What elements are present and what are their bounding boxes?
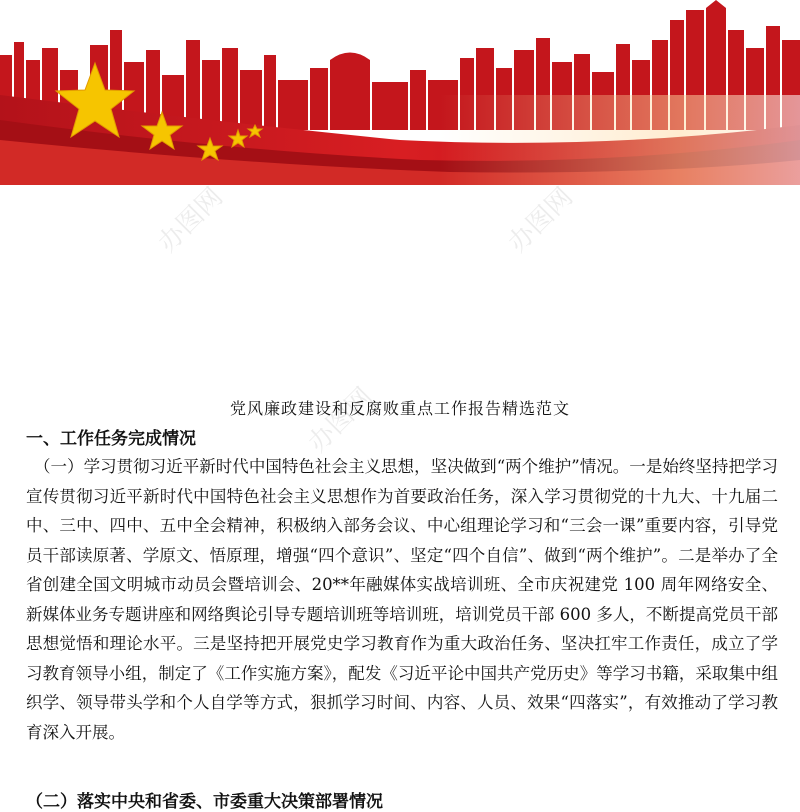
watermark: 办图网 (152, 182, 229, 259)
section-heading: 一、工作任务完成情况 (26, 429, 196, 449)
body-paragraph: （一）学习贯彻习近平新时代中国特色社会主义思想，坚决做到“两个维护”情况。一是始终坚持把学习宣传贯彻习近平新时代中国特色社会主义思想作为首要政治任务，深入学习贯彻党的十九大、十九届二中、三中、四中、五中全会精神，积极纳入部务会议、中心组理论学习和“三会一课”重要内容，引导党员干部读原著、学原文、悟原理，增强“四个意识”、坚定“四个自信”、做到“两个维护”。二是举办了全省创建全国文明城市动员会暨培训会、20**年融媒体实战培训班、全市庆祝建党 100 周年网络安全、新媒体业务专题讲座和网络舆论引导专题培训班等培训班，培训党员干部 600 多人，不断提高党员干部思想觉悟和理论水平。三是坚持把开展党史学习教育作为重大政治任务、坚决扛牢工作责任，成立了学习教育领导小组，制定了《工作实施方案》，配发《习近平论中国共产党历史》等学习书籍，采取集中组织学、领导带头学和个人自学等方式，狠抓学习时间、内容、人员、效果“四落实”，有效推动了学习教育深入开展。 (26, 457, 778, 742)
watermark: 办图网 (502, 182, 579, 259)
header-banner (0, 0, 800, 185)
document-title: 党风廉政建设和反腐败重点工作报告精选范文 (229, 399, 570, 418)
banner-graphic (0, 0, 800, 185)
section-subheading: （二）落实中央和省委、市委重大决策部署情况 (26, 792, 383, 812)
watermark: 办图网 (302, 382, 379, 459)
